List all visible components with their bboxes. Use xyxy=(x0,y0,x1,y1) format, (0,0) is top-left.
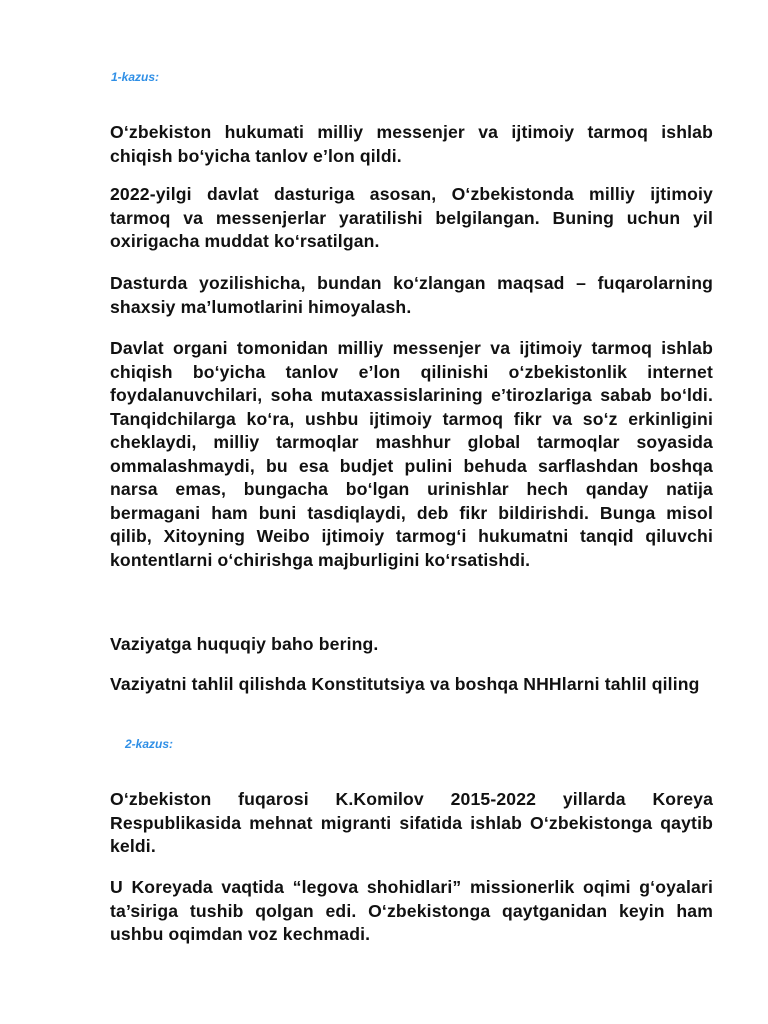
case-2-heading: 2-kazus: xyxy=(125,737,174,751)
case-1-paragraph-4: Davlat organi tomonidan milliy messenjer va ijtimoiy tarmoq ishlab chiqish bo‘yicha tanlov e’lon qilinishi o‘zbekistonlik internet foydalanuvchilari, soha mutaxassislarining e’tirozlariga sabab bo‘ldi. Tanqidchilarga ko‘ra, ushbu ijtimoiy tarmoq fikr va so‘z erkinligini cheklaydi, milliy tarmoqlar mashhur global tarmoqlar soyasida ommalashmaydi, bu esa budjet pulini behuda sarflashdan boshqa narsa emas, bungacha bo‘lgan urinishlar hech qanday natija bermagani ham buni tasdiqlaydi, deb fikr bildirishdi. Bunga misol qilib, Xitoyning Weibo ijtimoiy tarmog‘i hukumatni tanqid qiluvchi kontentlarni o‘chirishga majburligini ko‘rsatishdi. xyxy=(110,338,713,570)
case-2-paragraph-2: U Koreyada vaqtida “legova shohidlari” missionerlik oqimi g‘oyalari ta’siriga tushib qolgan edi. O‘zbekistonga qaytganidan keyin ham ushbu oqimdan voz kechmadi. xyxy=(110,877,713,944)
case-1-paragraph-3: Dasturda yozilishicha, bundan ko‘zlangan maqsad – fuqarolarning shaxsiy ma’lumotlarini himoyalash. xyxy=(110,273,713,317)
case-1-question-1: Vaziyatga huquqiy baho bering. xyxy=(110,634,379,654)
case-2-paragraph-1: O‘zbekiston fuqarosi K.Komilov 2015-2022 yillarda Koreya Respublikasida mehnat migranti sifatida ishlab O‘zbekistonga qaytib keldi. xyxy=(110,789,713,856)
case-1-heading: 1-kazus: xyxy=(111,70,160,84)
case-1-paragraph-2: 2022-yilgi davlat dasturiga asosan, O‘zbekistonda milliy ijtimoiy tarmoq va messenjerlar yaratilishi belgilangan. Buning uchun yil oxirigacha muddat ko‘rsatilgan. xyxy=(110,184,713,251)
case-1-question-2: Vaziyatni tahlil qilishda Konstitutsiya va boshqa NHHlarni tahlil qiling xyxy=(110,674,700,694)
case-1-paragraph-1: O‘zbekiston hukumati milliy messenjer va ijtimoiy tarmoq ishlab chiqish bo‘yicha tanlov e’lon qildi. xyxy=(110,122,713,166)
